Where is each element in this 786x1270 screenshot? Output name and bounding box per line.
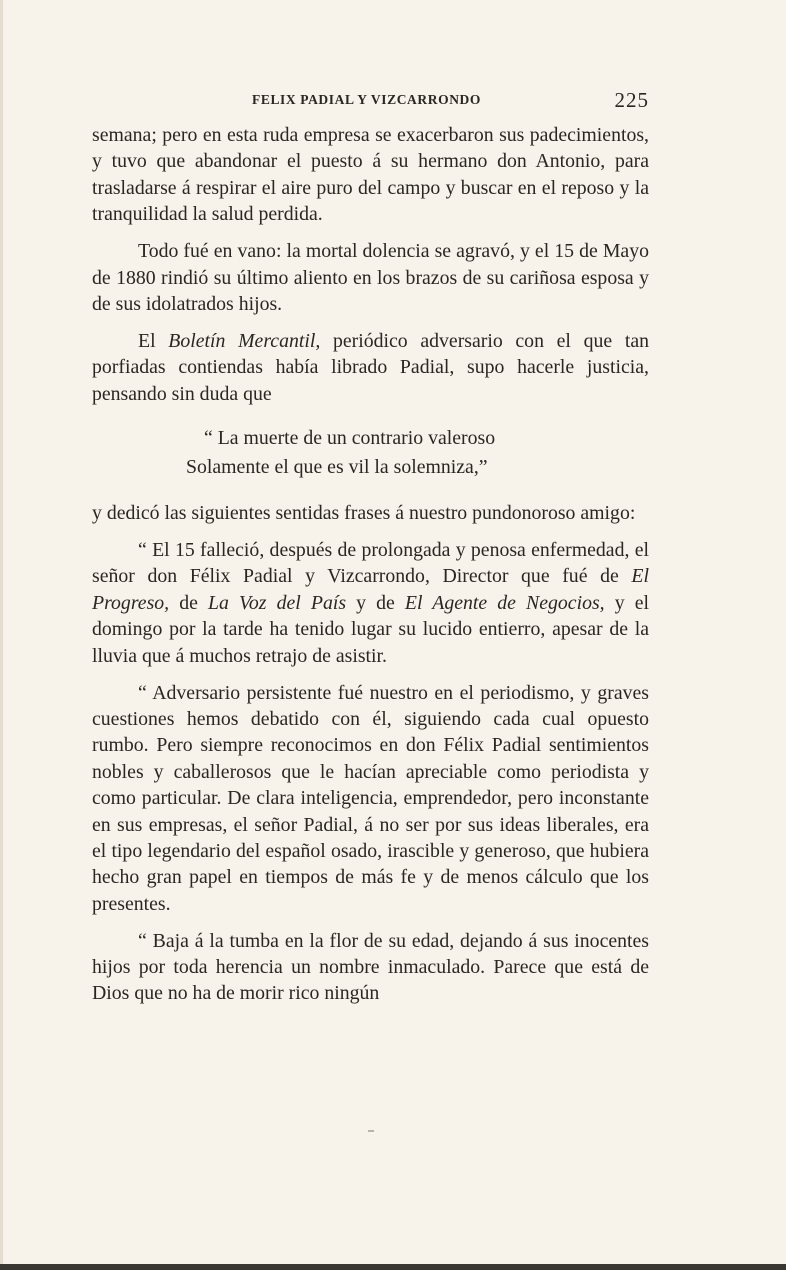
running-head (92, 90, 649, 110)
body-text (92, 122, 649, 1007)
verse-quote (92, 424, 649, 482)
verse-line-1: “ La muerte de un contrario valeroso (204, 427, 496, 450)
newspaper-title-agente: El Agente de Negocios, (404, 591, 605, 614)
page-edge (0, 0, 3, 1270)
newspaper-title-progreso: El Progreso, (92, 565, 649, 614)
paragraph-7: “ Baja á la tumba en la flor de su edad, dejando á sus inocentes hijos por toda herencia un nombre inmaculado. Parece que está de Dios que no ha de morir rico ningún (92, 929, 649, 1005)
paragraph-4: y dedicó las siguientes sentidas frases á nuestro pundonoroso amigo: (92, 502, 636, 525)
p5-c: y de (346, 591, 405, 614)
newspaper-title-voz: La Voz del País (208, 591, 347, 614)
p5-d: y el domingo por la tarde ha tenido lugar su lucido entierro, apesar de la lluvia que á muchos retrajo de asistir. (92, 591, 650, 667)
p3-post: periódico adversario con el que tan porfiadas contiendas había librado Padial, supo hacerle justicia, pensando sin duda que (92, 329, 649, 405)
paragraph-2: Todo fué en vano: la mortal dolencia se agravó, y el 15 de Mayo de 1880 rindió su último aliento en los brazos de su cariñosa esposa y de sus idolatrados hijos. (92, 240, 649, 315)
paragraph-3 (92, 328, 649, 407)
page-number: 225 (614, 88, 649, 112)
bottom-edge (0, 1264, 786, 1270)
verse-line-2: Solamente el que es vil la solemniza,” (186, 456, 488, 479)
print-mark (368, 1130, 374, 1132)
p5-b: de (169, 591, 208, 614)
p3-pre: El (138, 329, 169, 352)
paragraph-6: “ Adversario persistente fué nuestro en el periodismo, y graves cuestiones hemos debatido con él, siguiendo cada cual opuesto rumbo. Pero siempre reconocimos en don Félix Padial sentimientos nobles y caballerosos que le hacían apreciable como periodista y como particular. De clara inteligencia, emprendedor, pero inconstante en sus empresas, el señor Padial, á no ser por sus ideas liberales, era el tipo legendario del español osado, irascible y generoso, que hubiera hecho gran papel en tiempos de más fe y de menos cálculo que los presentes. (92, 681, 649, 915)
running-head-title: FELIX PADIAL Y VIZCARRONDO (252, 92, 481, 107)
paragraph-1: semana; pero en esta ruda empresa se exacerbaron sus padecimientos, y tuvo que abandonar el puesto á su hermano don Antonio, para trasladarse á respirar el aire puro del campo y buscar en el reposo y la tranquilidad la salud perdida. (92, 124, 649, 226)
paragraph-5 (92, 537, 649, 669)
newspaper-title-boletin: Boletín Mercantil, (168, 329, 321, 352)
p5-a: “ El 15 falleció, después de prolongada y penosa enfermedad, el señor don Félix Padial y Vizcarrondo, Director que fué de (92, 538, 649, 588)
